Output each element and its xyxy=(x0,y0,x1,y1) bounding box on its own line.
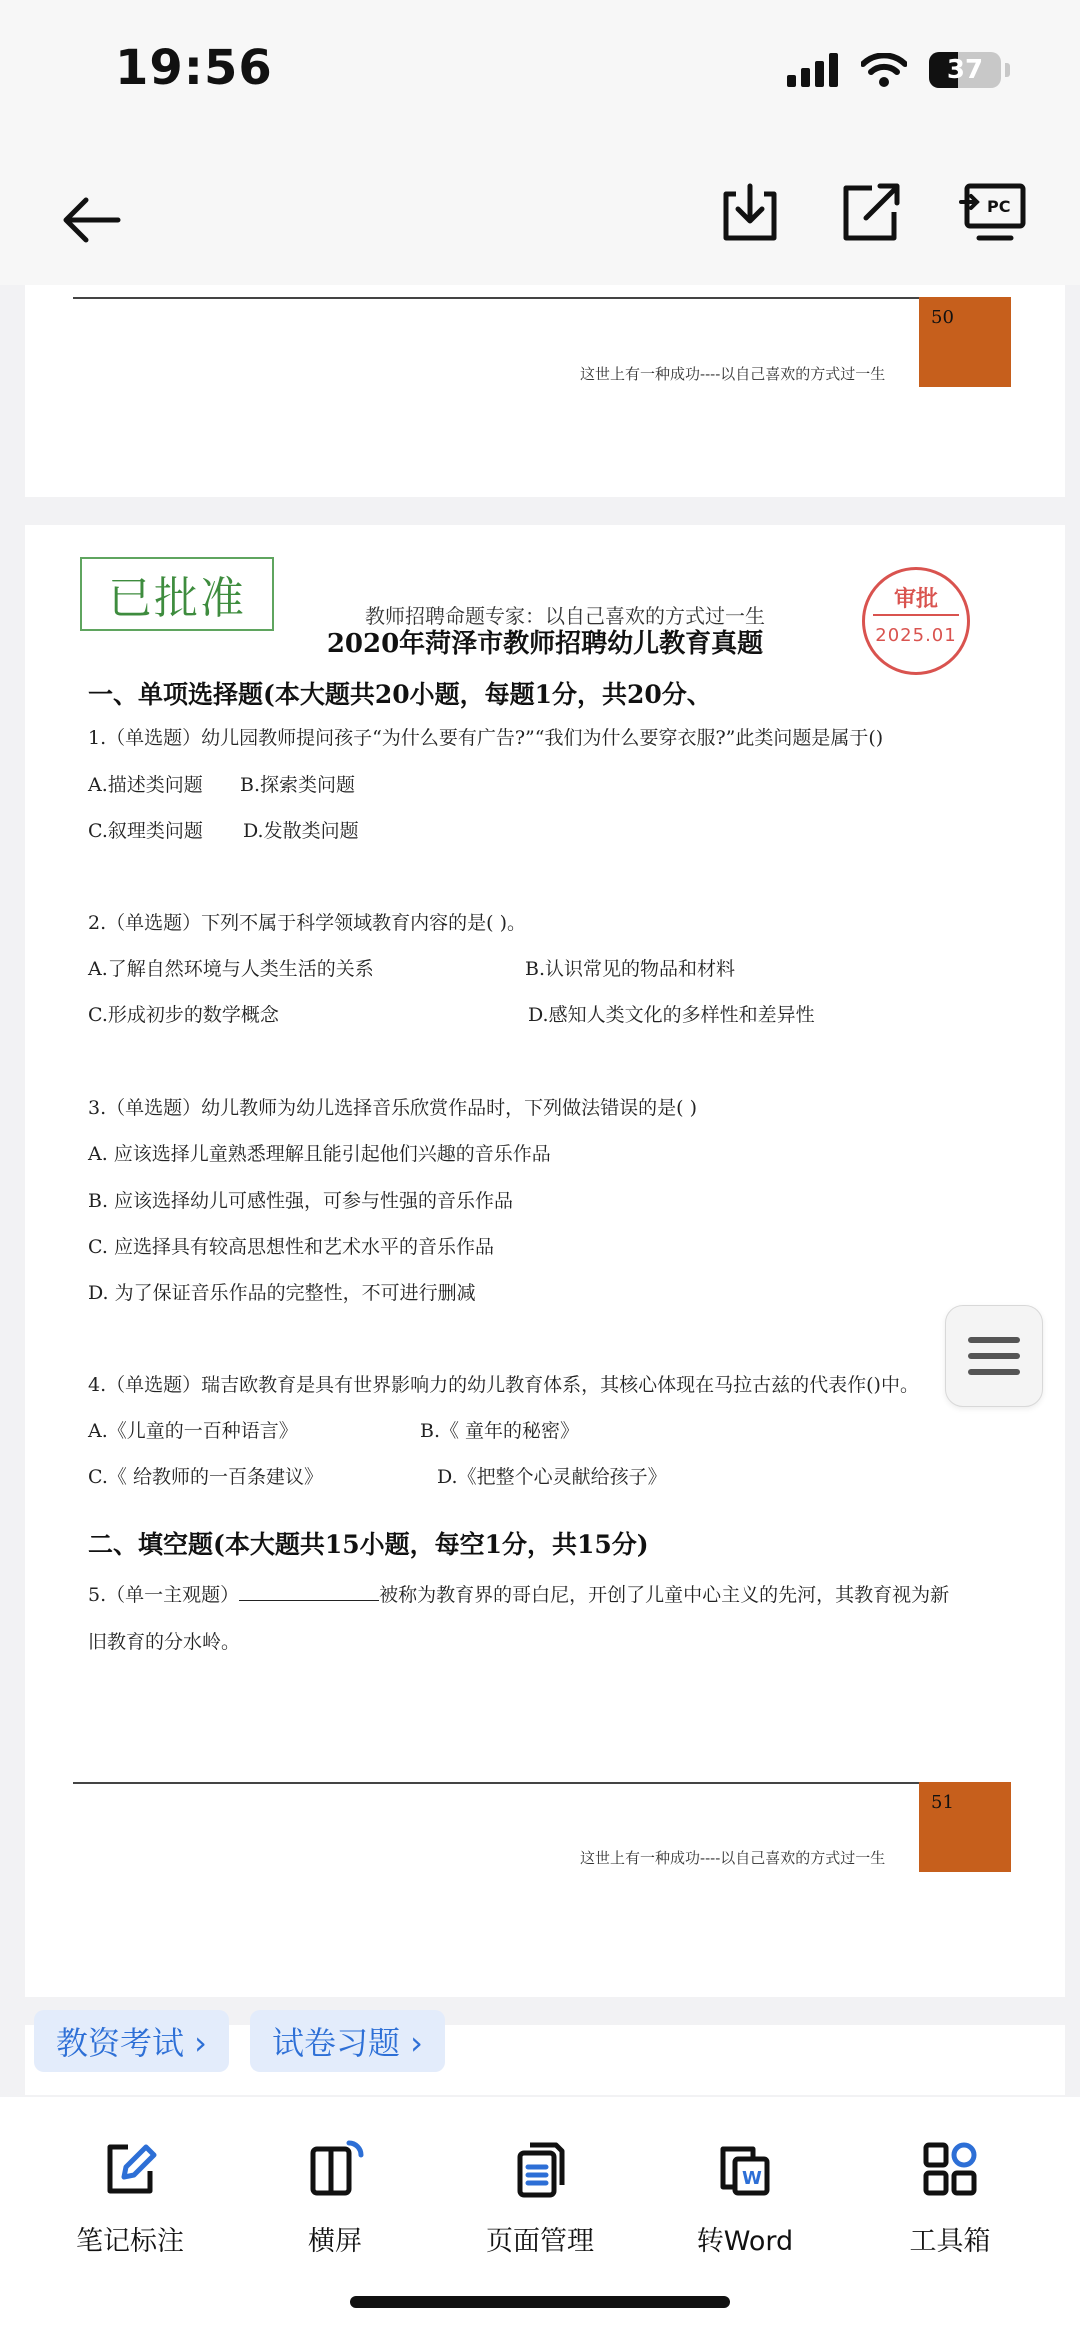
q5-prefix: 5.（单一主观题） xyxy=(88,1584,240,1606)
q5-suffix: 被称为教育界的哥白尼，开创了儿童中心主义的先河，其教育视为新 xyxy=(379,1584,950,1606)
tool-to-word[interactable] xyxy=(660,2137,830,2258)
rotate-screen-icon xyxy=(303,2137,367,2201)
q3-option-d: D. 为了保证音乐作品的完整性，不可进行删减 xyxy=(88,1282,476,1304)
header-slogan: 教师招聘命题专家：以自己喜欢的方式过一生 xyxy=(365,604,765,628)
nav-bar xyxy=(0,150,1080,285)
footer-slogan: 这世上有一种成功----以自己喜欢的方式过一生 xyxy=(580,365,886,383)
q3-option-b: B. 应该选择幼儿可感性强，可参与性强的音乐作品 xyxy=(88,1190,514,1212)
approved-stamp: 已批准 xyxy=(80,557,274,631)
q1-option-d: D.发散类问题 xyxy=(243,820,359,842)
tool-toolbox[interactable] xyxy=(865,2137,1035,2258)
seal-title: 审批 xyxy=(893,587,938,612)
q2-option-d: D.感知人类文化的多样性和差异性 xyxy=(528,1004,815,1026)
footer-slogan: 这世上有一种成功----以自己喜欢的方式过一生 xyxy=(580,1849,886,1867)
tag-exam-papers[interactable]: 试卷习题 › xyxy=(250,2010,445,2072)
page-50 xyxy=(25,285,1065,497)
page-51 xyxy=(25,525,1065,1997)
footer-rule xyxy=(73,1782,943,1784)
share-export-icon[interactable] xyxy=(830,172,910,252)
download-icon[interactable] xyxy=(710,172,790,252)
question-4: 4.（单选题）瑞吉欧教育是具有世界影响力的幼儿教育体系，其核心体现在马拉古兹的代表作()中。 xyxy=(88,1374,919,1396)
page-number: 51 xyxy=(931,1792,954,1813)
svg-text:PC: PC xyxy=(987,197,1011,216)
footer-rule xyxy=(73,297,943,299)
q2-option-b: B.认识常见的物品和材料 xyxy=(525,958,736,980)
q5-blank xyxy=(239,1582,379,1601)
tool-label: 转Word xyxy=(696,2226,794,2257)
document-viewer[interactable] xyxy=(0,285,1080,2095)
q4-option-d: D.《把整个心灵献给孩子》 xyxy=(437,1466,667,1488)
section-title-2: 二、填空题(本大题共15小题，每空1分，共15分) xyxy=(88,1530,649,1559)
tool-label: 工具箱 xyxy=(909,2226,991,2257)
tool-page-manage[interactable] xyxy=(455,2137,625,2258)
question-2: 2.（单选题）下列不属于科学领域教育内容的是( )。 xyxy=(88,912,526,934)
q3-option-c: C. 应选择具有较高思想性和艺术水平的音乐作品 xyxy=(88,1236,494,1258)
pc-transfer-icon[interactable] xyxy=(955,172,1035,252)
page-manage-icon xyxy=(508,2137,572,2201)
q1-option-b: B.探索类问题 xyxy=(240,774,356,796)
document-title: 2020年菏泽市教师招聘幼儿教育真题 xyxy=(326,629,764,659)
signal-icon xyxy=(787,53,839,87)
battery-icon xyxy=(929,52,1001,88)
page-number-box xyxy=(919,1782,1011,1872)
question-3: 3.（单选题）幼儿教师为幼儿选择音乐欣赏作品时，下列做法错误的是( ) xyxy=(88,1097,697,1119)
q2-option-a: A.了解自然环境与人类生活的关系 xyxy=(88,958,374,980)
wifi-icon xyxy=(861,53,907,87)
toolbox-icon xyxy=(918,2137,982,2201)
question-5-line2: 旧教育的分水岭。 xyxy=(88,1631,241,1653)
to-word-icon xyxy=(713,2137,777,2201)
q4-option-a: A.《儿童的一百种语言》 xyxy=(88,1420,298,1442)
q4-option-b: B.《 童年的秘密》 xyxy=(420,1420,580,1442)
battery-tip xyxy=(1005,63,1010,77)
tool-label: 页面管理 xyxy=(486,2226,594,2257)
battery-level: 37 xyxy=(946,55,984,85)
q1-option-c: C.叙理类问题 xyxy=(88,820,203,842)
floating-menu-button[interactable] xyxy=(945,1305,1043,1407)
seal-date: 2025.01 xyxy=(875,625,957,646)
status-icons xyxy=(787,52,1010,88)
tool-label: 横屏 xyxy=(308,2226,362,2257)
tool-label: 笔记标注 xyxy=(76,2226,184,2257)
svg-text:W: W xyxy=(742,2168,762,2189)
question-1: 1.（单选题）幼儿园教师提问孩子“为什么要有广告?”“我们为什么要穿衣服?”此类问题是属于() xyxy=(88,727,884,749)
status-bar xyxy=(0,0,1080,150)
q2-option-c: C.形成初步的数学概念 xyxy=(88,1004,279,1026)
home-indicator xyxy=(350,2296,730,2308)
page-number-box xyxy=(919,297,1011,387)
edit-note-icon xyxy=(98,2137,162,2201)
q4-option-c: C.《 给教师的一百条建议》 xyxy=(88,1466,323,1488)
tag-teacher-exam[interactable]: 教资考试 › xyxy=(34,2010,229,2072)
q1-option-a: A.描述类问题 xyxy=(88,774,203,796)
q3-option-a: A. 应该选择儿童熟悉理解且能引起他们兴趣的音乐作品 xyxy=(88,1143,551,1165)
tool-notes[interactable] xyxy=(45,2137,215,2258)
section-title-1: 一、单项选择题(本大题共20小题，每题1分，共20分、 xyxy=(88,680,712,709)
status-time: 19:56 xyxy=(115,40,273,96)
tool-landscape[interactable] xyxy=(250,2137,420,2258)
question-5 xyxy=(88,1580,949,1607)
page-number: 50 xyxy=(931,307,954,328)
back-arrow-icon[interactable] xyxy=(52,180,132,260)
